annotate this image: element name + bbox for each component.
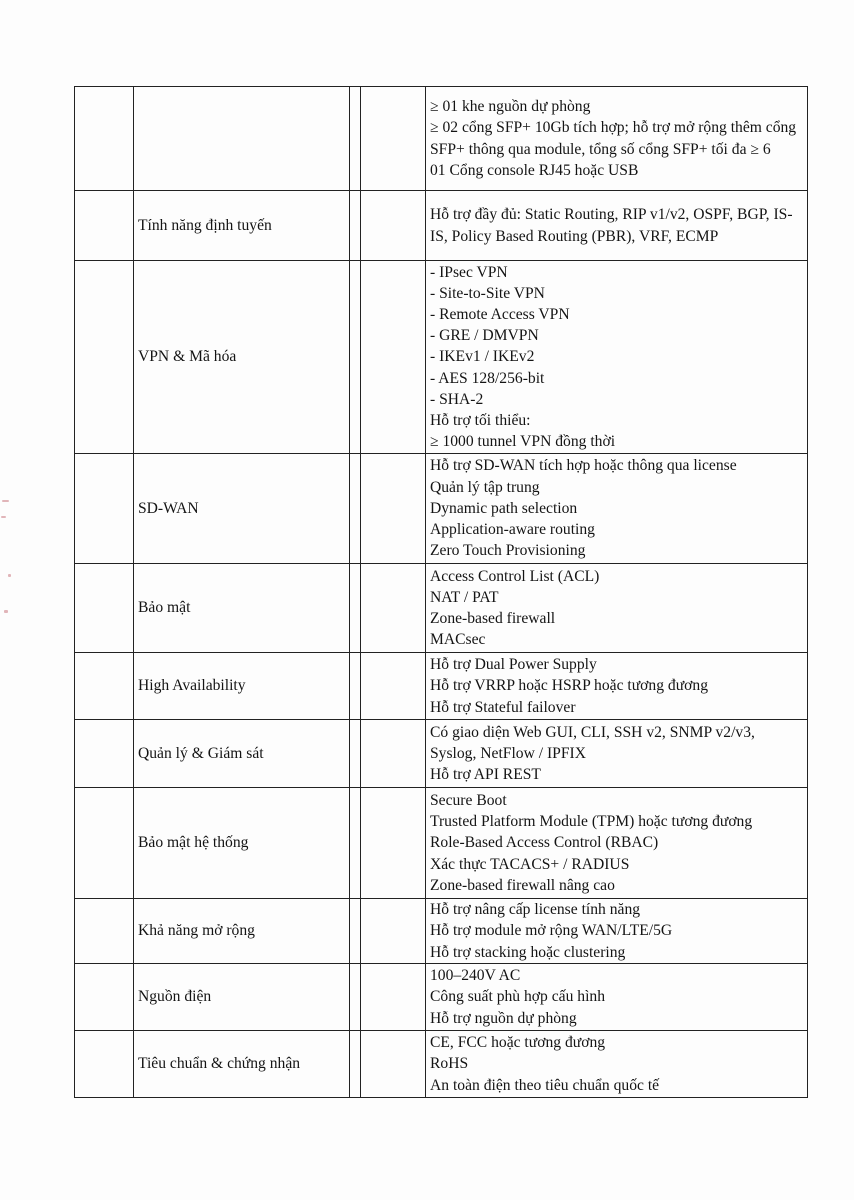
specification-cell [426,653,808,720]
row-index-cell [75,87,134,191]
specification-cell [426,720,808,788]
table-row [75,653,808,720]
spec-line: Hỗ trợ Stateful failover [430,698,576,716]
table-row [75,564,808,653]
spec-line: ≥ 01 khe nguồn dự phòng [430,98,591,116]
specification-cell [426,191,808,261]
feature-name: Bảo mật [138,599,191,617]
spec-line: 01 Cổng console RJ45 hoặc USB [430,161,639,179]
specification-cell [426,261,808,454]
spec-line: Hỗ trợ tối thiểu: [430,412,531,429]
table-row [75,788,808,899]
row-index-cell [75,899,134,964]
spec-line: Hỗ trợ SD-WAN tích hợp hoặc thông qua license [430,457,737,475]
spec-line: 100–240V AC [430,967,521,985]
spec-line: RoHS [430,1055,469,1073]
feature-name-cell [134,653,350,720]
specification-cell [426,788,808,899]
spec-line: Access Control List (ACL) [430,567,600,585]
table-row [75,261,808,454]
feature-name-cell [134,261,350,454]
table-row [75,191,808,261]
feature-name-cell [134,720,350,788]
spec-line: CE, FCC hoặc tương đương [430,1034,606,1052]
spec-line: - IPsec VPN [430,263,508,281]
spec-line: ≥ 02 cổng SFP+ 10Gb tích hợp; hỗ trợ mở rộng thêm cổng SFP+ thông qua module, tổng số cổng SFP+ tối đa ≥ 6 [430,119,797,158]
row-index-cell [75,564,134,653]
requirement-cell [361,564,426,653]
spacer-cell [350,964,361,1031]
spec-line: Công suất phù hợp cấu hình [430,988,605,1006]
requirement-cell [361,964,426,1031]
requirement-cell [361,720,426,788]
specification-cell [426,454,808,564]
spec-line: Hỗ trợ VRRP hoặc HSRP hoặc tương đương [430,677,709,695]
spacer-cell [350,191,361,261]
spec-line: Hỗ trợ module mở rộng WAN/LTE/5G [430,922,673,940]
requirement-cell [361,191,426,261]
spec-line: Xác thực TACACS+ / RADIUS [430,855,630,873]
feature-name: Tính năng định tuyến [138,216,272,234]
specification-cell [426,87,808,191]
spec-line: Application-aware routing [430,521,595,539]
spec-line: Hỗ trợ nguồn dự phòng [430,1009,577,1027]
requirement-cell [361,454,426,564]
row-index-cell [75,964,134,1031]
row-index-cell [75,261,134,454]
spacer-cell [350,899,361,964]
feature-name-cell [134,191,350,261]
feature-name: High Availability [138,677,246,695]
spec-line: Dynamic path selection [430,499,578,517]
spec-line: Role-Based Access Control (RBAC) [430,834,659,852]
stamp-bleed-mark [8,574,11,577]
feature-name: Nguồn điện [138,988,212,1006]
spec-line: Quản lý tập trung [430,478,540,496]
specification-cell [426,899,808,964]
spacer-cell [350,788,361,899]
table-row [75,1031,808,1098]
specification-cell [426,564,808,653]
requirement-cell [361,653,426,720]
spec-line: MACsec [430,631,486,649]
spec-line: Hỗ trợ đầy đủ: Static Routing, RIP v1/v2, OSPF, BGP, IS-IS, Policy Based Routing (PBR), VRF, ECMP [430,206,793,245]
feature-name-cell [134,1031,350,1098]
spec-line: Hỗ trợ API REST [430,766,541,784]
feature-name: Quản lý & Giám sát [138,744,264,762]
feature-name-cell [134,564,350,653]
spec-line: - AES 128/256-bit [430,369,545,387]
spacer-cell [350,454,361,564]
spec-line: Hỗ trợ stacking hoặc clustering [430,943,626,961]
feature-name: SD-WAN [138,499,199,517]
spec-line: - SHA-2 [430,390,484,408]
feature-name-cell [134,87,350,191]
requirement-cell [361,87,426,191]
spec-line: - IKEv1 / IKEv2 [430,348,535,366]
stamp-bleed-mark [2,500,9,502]
feature-name-cell [134,899,350,964]
requirement-cell [361,261,426,454]
row-index-cell [75,788,134,899]
row-index-cell [75,720,134,788]
spec-line: Zero Touch Provisioning [430,542,586,560]
feature-name-cell [134,788,350,899]
table-row [75,87,808,191]
specification-cell [426,1031,808,1098]
spacer-cell [350,720,361,788]
feature-name: VPN & Mã hóa [138,348,237,366]
specification-table [74,86,808,1098]
spec-line: Trusted Platform Module (TPM) hoặc tương đương [430,813,753,831]
row-index-cell [75,653,134,720]
feature-name: Khả năng mở rộng [138,922,255,940]
spacer-cell [350,87,361,191]
requirement-cell [361,788,426,899]
specification-cell [426,964,808,1031]
spec-line: NAT / PAT [430,588,499,606]
spec-line: Secure Boot [430,791,507,809]
specification-table-body [75,87,808,1098]
row-index-cell [75,1031,134,1098]
requirement-cell [361,899,426,964]
spec-line: An toàn điện theo tiêu chuẩn quốc tế [430,1076,660,1094]
spec-line: Hỗ trợ Dual Power Supply [430,656,597,674]
spacer-cell [350,1031,361,1098]
stamp-bleed-mark [1,516,6,518]
stamp-bleed-mark [4,610,8,613]
spec-line: - Remote Access VPN [430,305,570,323]
feature-name: Bảo mật hệ thống [138,834,249,852]
spacer-cell [350,261,361,454]
requirement-cell [361,1031,426,1098]
row-index-cell [75,191,134,261]
spec-line: - GRE / DMVPN [430,327,539,345]
table-row [75,964,808,1031]
spec-line: Zone-based firewall nâng cao [430,876,615,894]
spacer-cell [350,653,361,720]
spec-line: ≥ 1000 tunnel VPN đồng thời [430,433,616,451]
feature-name-cell [134,964,350,1031]
spec-line: Hỗ trợ nâng cấp license tính năng [430,901,641,919]
spec-line: - Site-to-Site VPN [430,284,545,302]
feature-name: Tiêu chuẩn & chứng nhận [138,1055,301,1073]
table-row [75,454,808,564]
table-row [75,720,808,788]
row-index-cell [75,454,134,564]
table-row [75,899,808,964]
feature-name-cell [134,454,350,564]
spec-line: Zone-based firewall [430,610,556,627]
spacer-cell [350,564,361,653]
spec-line: Có giao diện Web GUI, CLI, SSH v2, SNMP v2/v3, Syslog, NetFlow / IPFIX [430,723,755,762]
